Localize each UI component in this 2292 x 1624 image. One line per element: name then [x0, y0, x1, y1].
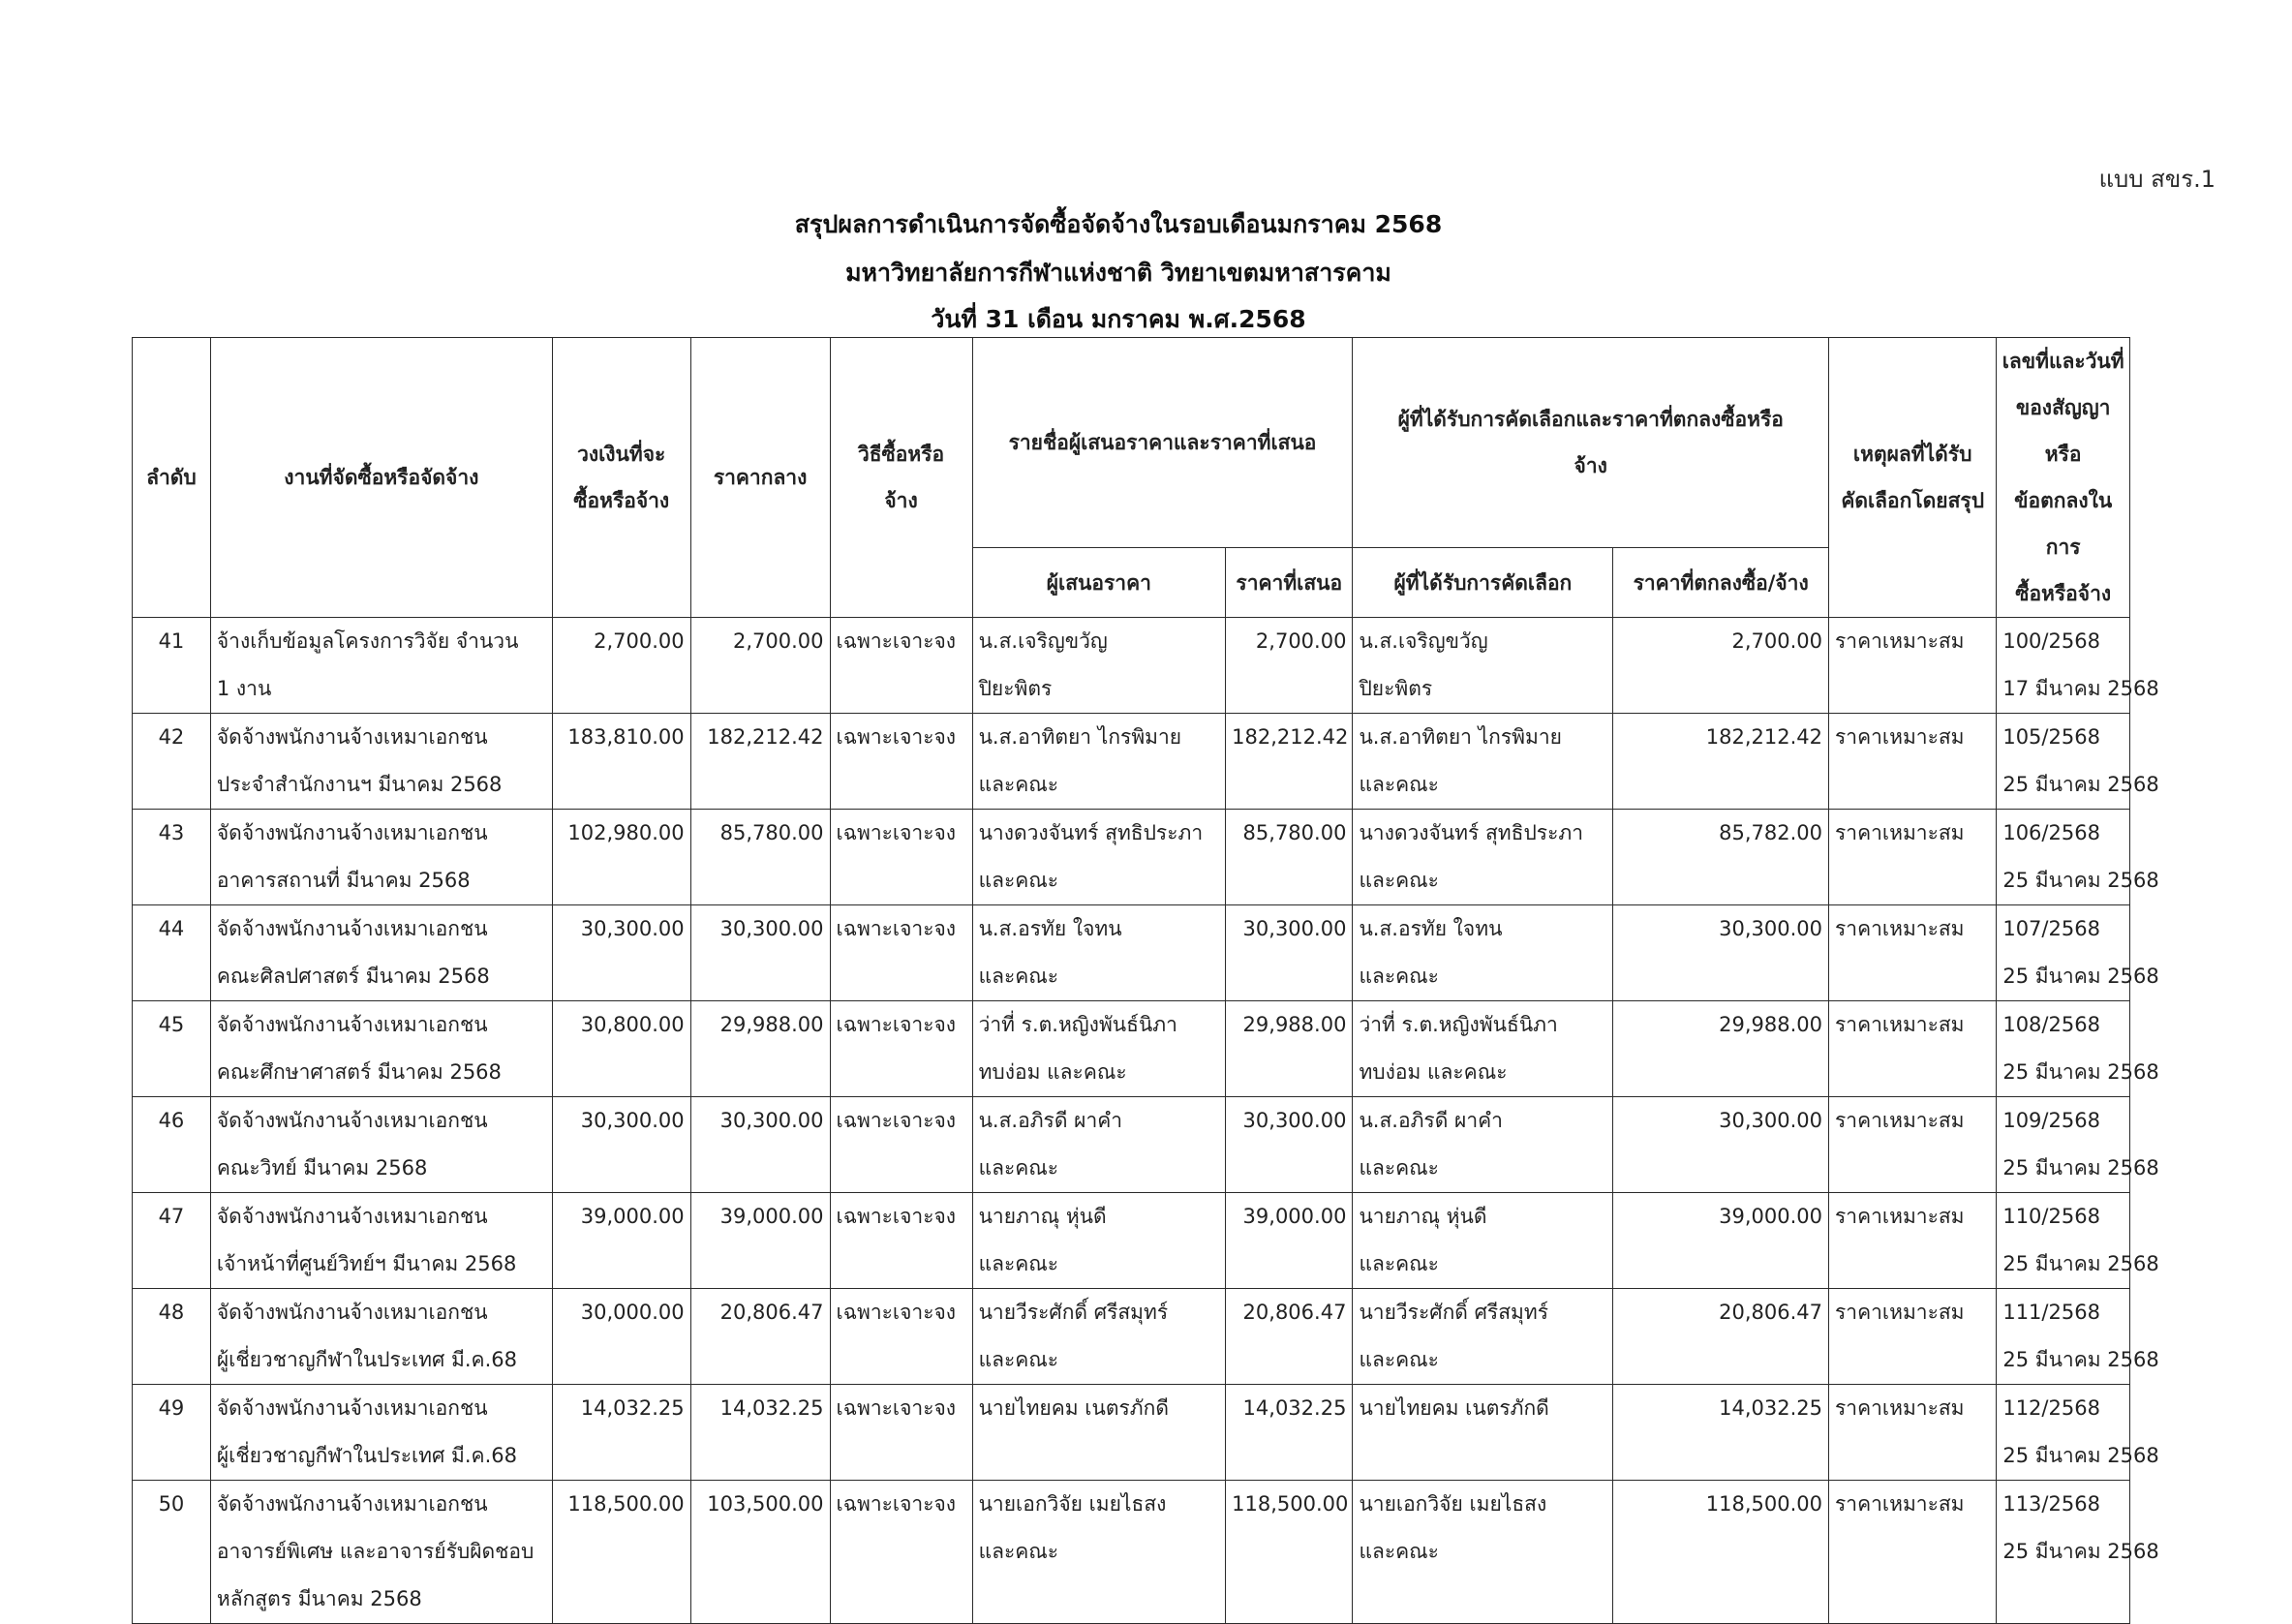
row-item	[210, 618, 552, 714]
header-median: ราคากลาง	[690, 338, 830, 618]
header-contract-line: เลขที่และวันที่	[2002, 350, 2124, 373]
row-bid-price: 118,500.00	[1226, 1481, 1353, 1624]
row-winner	[1353, 618, 1613, 714]
row-contract-line: 25 มีนาคม 2568	[2002, 1444, 2159, 1467]
row-agreed-price: 39,000.00	[1613, 1193, 1829, 1289]
row-item-line: ผู้เชี่ยวชาญกีฬาในประเทศ มี.ค.68	[216, 1348, 517, 1371]
table-row	[133, 1097, 2130, 1193]
report-date: วันที่ 31 เดือน มกราคม พ.ศ.2568	[931, 305, 1306, 333]
header-contract-line: ข้อตกลงในการ	[2014, 489, 2113, 559]
row-winner-line	[1359, 1432, 1606, 1480]
row-contract-line: 111/2568	[2002, 1301, 2100, 1324]
row-item-line: จัดจ้างพนักงานจ้างเหมาเอกชน	[216, 1396, 488, 1420]
row-item	[210, 714, 552, 810]
row-reason: ราคาเหมาะสม	[1829, 810, 1997, 905]
header-selected-group	[1353, 338, 1829, 548]
row-contract	[1997, 714, 2159, 810]
row-winner-line: น.ส.อภิรดี ผาคำ	[1359, 1109, 1503, 1132]
row-contract-line: 100/2568	[2002, 629, 2100, 653]
row-budget: 102,980.00	[552, 810, 690, 905]
row-bidder-line: นายวีระศักดิ์ ศรีสมุทร์	[978, 1301, 1169, 1324]
row-reason: ราคาเหมาะสม	[1829, 1289, 1997, 1385]
row-winner-line: น.ส.เจริญขวัญ	[1359, 629, 1488, 653]
row-contract	[1997, 905, 2159, 1001]
row-item-line: จัดจ้างพนักงานจ้างเหมาเอกชน	[216, 1013, 488, 1036]
table-row	[133, 810, 2130, 905]
table-row	[133, 618, 2130, 714]
row-bidder-line: และคณะ	[978, 773, 1059, 796]
row-agreed-price: 20,806.47	[1613, 1289, 1829, 1385]
row-agreed-price: 30,300.00	[1613, 1097, 1829, 1193]
row-contract-line: 25 มีนาคม 2568	[2002, 1348, 2159, 1371]
row-winner	[1353, 1001, 1613, 1097]
header-method-line: จ้าง	[884, 489, 918, 512]
row-item-line: หลักสูตร มีนาคม 2568	[216, 1587, 422, 1610]
row-median-price: 182,212.42	[690, 714, 830, 810]
row-bidder	[972, 810, 1226, 905]
row-bidder	[972, 1385, 1226, 1481]
header-reason-line: เหตุผลที่ได้รับ	[1852, 443, 1972, 466]
row-winner	[1353, 905, 1613, 1001]
row-contract	[1997, 1385, 2159, 1481]
header-reason-line: คัดเลือกโดยสรุป	[1841, 489, 1985, 512]
header-method-line: วิธีซื้อหรือ	[857, 443, 945, 466]
row-bidder-line: นายเอกวิจัย เมยไธสง	[978, 1492, 1167, 1516]
row-winner-line: และคณะ	[1359, 773, 1439, 796]
row-method: เฉพาะเจาะจง	[830, 1481, 972, 1624]
row-budget: 2,700.00	[552, 618, 690, 714]
row-reason: ราคาเหมาะสม	[1829, 1097, 1997, 1193]
row-winner-line: น.ส.อรทัย ใจทน	[1359, 917, 1503, 940]
row-item-line: อาคารสถานที่ มีนาคม 2568	[216, 869, 471, 892]
header-bid-price: ราคาที่เสนอ	[1226, 548, 1353, 618]
row-bid-price: 30,300.00	[1226, 1097, 1353, 1193]
row-bidder-line: และคณะ	[978, 965, 1059, 988]
row-median-price: 2,700.00	[690, 618, 830, 714]
row-bidder	[972, 1001, 1226, 1097]
row-item	[210, 1097, 552, 1193]
row-median-price: 30,300.00	[690, 905, 830, 1001]
row-item-line: คณะศิลปศาสตร์ มีนาคม 2568	[216, 965, 490, 988]
row-budget: 14,032.25	[552, 1385, 690, 1481]
row-bidder-line: นายภาณุ หุ่นดี	[978, 1205, 1107, 1228]
row-reason: ราคาเหมาะสม	[1829, 1193, 1997, 1289]
row-winner	[1353, 1385, 1613, 1481]
row-item	[210, 1001, 552, 1097]
row-bid-price: 20,806.47	[1226, 1289, 1353, 1385]
row-number: 47	[133, 1193, 211, 1289]
row-winner	[1353, 1481, 1613, 1624]
row-contract-line: 25 มีนาคม 2568	[2002, 965, 2159, 988]
row-budget: 183,810.00	[552, 714, 690, 810]
row-reason: ราคาเหมาะสม	[1829, 905, 1997, 1001]
header-contract	[1997, 338, 2130, 618]
row-method: เฉพาะเจาะจง	[830, 1097, 972, 1193]
header-budget-line: วงเงินที่จะ	[577, 443, 666, 466]
row-bidder-line: ทบง่อม และคณะ	[978, 1060, 1127, 1084]
row-item-line: จัดจ้างพนักงานจ้างเหมาเอกชน	[216, 1301, 488, 1324]
row-method: เฉพาะเจาะจง	[830, 810, 972, 905]
header-budget-line: ซื้อหรือจ้าง	[573, 489, 670, 512]
row-winner-line: นายไทยคม เนตรภักดี	[1359, 1396, 1549, 1420]
row-contract-line: 25 มีนาคม 2568	[2002, 1156, 2159, 1180]
row-method: เฉพาะเจาะจง	[830, 1001, 972, 1097]
row-number: 42	[133, 714, 211, 810]
header-budget	[552, 338, 690, 618]
row-item-line: จัดจ้างพนักงานจ้างเหมาเอกชน	[216, 1205, 488, 1228]
row-contract	[1997, 1097, 2159, 1193]
row-number: 43	[133, 810, 211, 905]
row-item-line: จัดจ้างพนักงานจ้างเหมาเอกชน	[216, 917, 488, 940]
row-agreed-price: 14,032.25	[1613, 1385, 1829, 1481]
row-item-line: คณะศึกษาศาสตร์ มีนาคม 2568	[216, 1060, 502, 1084]
row-bidder-line: ว่าที่ ร.ต.หญิงพันธ์นิภา	[978, 1013, 1177, 1036]
row-bid-price: 85,780.00	[1226, 810, 1353, 905]
row-item	[210, 1385, 552, 1481]
row-contract-line: 110/2568	[2002, 1205, 2100, 1228]
row-contract	[1997, 1289, 2159, 1385]
row-winner	[1353, 1193, 1613, 1289]
row-reason: ราคาเหมาะสม	[1829, 1385, 1997, 1481]
row-bid-price: 30,300.00	[1226, 905, 1353, 1001]
row-contract	[1997, 810, 2159, 905]
row-bidder-line	[979, 1432, 1220, 1480]
row-budget: 30,000.00	[552, 1289, 690, 1385]
row-winner-line: ว่าที่ ร.ต.หญิงพันธ์นิภา	[1359, 1013, 1558, 1036]
header-agreed-price: ราคาที่ตกลงซื้อ/จ้าง	[1613, 548, 1829, 618]
row-winner-line: และคณะ	[1359, 965, 1439, 988]
row-winner-line: นายวีระศักดิ์ ศรีสมุทร์	[1359, 1301, 1548, 1324]
row-bidder-line: น.ส.อภิรดี ผาคำ	[978, 1109, 1123, 1132]
row-agreed-price: 2,700.00	[1613, 618, 1829, 714]
row-number: 44	[133, 905, 211, 1001]
row-winner	[1353, 810, 1613, 905]
row-winner-line: และคณะ	[1359, 1252, 1439, 1275]
table-row	[133, 1481, 2130, 1624]
row-winner-line: นางดวงจันทร์ สุทธิประภา	[1359, 821, 1583, 844]
row-method: เฉพาะเจาะจง	[830, 1289, 972, 1385]
row-contract-line: 25 มีนาคม 2568	[2002, 869, 2159, 892]
row-bid-price: 182,212.42	[1226, 714, 1353, 810]
header-bidder: ผู้เสนอราคา	[972, 548, 1226, 618]
row-contract	[1997, 1193, 2159, 1289]
row-item-line: อาจารย์พิเศษ และอาจารย์รับผิดชอบ	[216, 1540, 535, 1563]
row-contract-line: 17 มีนาคม 2568	[2002, 677, 2159, 700]
row-bidder-line: และคณะ	[978, 1252, 1059, 1275]
row-bidder-line: และคณะ	[978, 869, 1059, 892]
procurement-table	[132, 337, 2159, 1624]
header-method	[830, 338, 972, 618]
row-item-line: จ้างเก็บข้อมูลโครงการวิจัย จำนวน	[216, 629, 519, 653]
row-number: 41	[133, 618, 211, 714]
row-bidder	[972, 1481, 1226, 1624]
row-bidder	[972, 714, 1226, 810]
row-bid-price: 2,700.00	[1226, 618, 1353, 714]
row-median-price: 29,988.00	[690, 1001, 830, 1097]
row-reason: ราคาเหมาะสม	[1829, 714, 1997, 810]
header-no: ลำดับ	[133, 338, 211, 618]
row-agreed-price: 29,988.00	[1613, 1001, 1829, 1097]
row-number: 48	[133, 1289, 211, 1385]
row-winner-line: และคณะ	[1359, 869, 1439, 892]
row-median-price: 20,806.47	[690, 1289, 830, 1385]
row-winner	[1353, 1289, 1613, 1385]
row-number: 49	[133, 1385, 211, 1481]
header-selected-line: จ้าง	[1574, 454, 1607, 478]
row-contract-line: 25 มีนาคม 2568	[2002, 1252, 2159, 1275]
row-bidder	[972, 905, 1226, 1001]
row-number: 45	[133, 1001, 211, 1097]
row-budget: 30,300.00	[552, 1097, 690, 1193]
row-contract-line: 25 มีนาคม 2568	[2002, 1060, 2159, 1084]
header-item: งานที่จัดซื้อหรือจัดจ้าง	[210, 338, 552, 618]
row-method: เฉพาะเจาะจง	[830, 1193, 972, 1289]
header-contract-line: ของสัญญาหรือ	[2015, 396, 2111, 466]
row-winner	[1353, 1097, 1613, 1193]
row-bidder-line: น.ส.เจริญขวัญ	[978, 629, 1108, 653]
row-bidder	[972, 1193, 1226, 1289]
row-bid-price: 14,032.25	[1226, 1385, 1353, 1481]
row-contract-line: 112/2568	[2002, 1396, 2100, 1420]
row-method: เฉพาะเจาะจง	[830, 714, 972, 810]
header-selected-line: ผู้ที่ได้รับการคัดเลือกและราคาที่ตกลงซื้อหรือ	[1397, 408, 1784, 432]
row-number: 50	[133, 1481, 211, 1624]
row-agreed-price: 85,782.00	[1613, 810, 1829, 905]
row-contract-line: 113/2568	[2002, 1492, 2100, 1516]
row-item-line: จัดจ้างพนักงานจ้างเหมาเอกชน	[216, 821, 488, 844]
row-winner-line: และคณะ	[1359, 1156, 1439, 1180]
row-contract-line: 109/2568	[2002, 1109, 2100, 1132]
table-row	[133, 1001, 2130, 1097]
row-median-price: 85,780.00	[690, 810, 830, 905]
row-winner-line: และคณะ	[1359, 1348, 1439, 1371]
table-row	[133, 1385, 2130, 1481]
form-code: แบบ สขร.1	[2098, 166, 2216, 193]
header-reason	[1829, 338, 1997, 618]
row-reason: ราคาเหมาะสม	[1829, 618, 1997, 714]
row-median-price: 39,000.00	[690, 1193, 830, 1289]
row-bidder	[972, 1289, 1226, 1385]
row-winner-line: นายภาณุ หุ่นดี	[1359, 1205, 1487, 1228]
row-bidder-line: นางดวงจันทร์ สุทธิประภา	[978, 821, 1204, 844]
row-number: 46	[133, 1097, 211, 1193]
row-reason: ราคาเหมาะสม	[1829, 1481, 1997, 1624]
row-bid-price: 29,988.00	[1226, 1001, 1353, 1097]
row-contract	[1997, 1001, 2159, 1097]
table-row	[133, 905, 2130, 1001]
row-contract	[1997, 1481, 2159, 1624]
row-reason: ราคาเหมาะสม	[1829, 1001, 1997, 1097]
row-item	[210, 1289, 552, 1385]
row-item	[210, 905, 552, 1001]
row-contract-line: 108/2568	[2002, 1013, 2100, 1036]
row-agreed-price: 182,212.42	[1613, 714, 1829, 810]
row-bidder-line: น.ส.อาทิตยา ไกรพิมาย	[978, 725, 1182, 749]
row-bidder-line: น.ส.อรทัย ใจทน	[978, 917, 1122, 940]
report-title: สรุปผลการดำเนินการจัดซื้อจัดจ้างในรอบเดือนมกราคม 2568	[794, 210, 1443, 238]
row-budget: 39,000.00	[552, 1193, 690, 1289]
row-winner-line: นายเอกวิจัย เมยไธสง	[1359, 1492, 1547, 1516]
row-bidder-line: ปิยะพิตร	[978, 677, 1053, 700]
row-contract-line: 106/2568	[2002, 821, 2100, 844]
row-item-line: จัดจ้างพนักงานจ้างเหมาเอกชน	[216, 725, 488, 749]
row-agreed-price: 118,500.00	[1613, 1481, 1829, 1624]
row-contract	[1997, 618, 2159, 714]
row-bidder-line: และคณะ	[978, 1156, 1059, 1180]
row-budget: 118,500.00	[552, 1481, 690, 1624]
row-winner-line: ปิยะพิตร	[1359, 677, 1433, 700]
header-winner: ผู้ที่ได้รับการคัดเลือก	[1353, 548, 1613, 618]
table-row	[133, 714, 2130, 810]
row-item-line: ผู้เชี่ยวชาญกีฬาในประเทศ มี.ค.68	[216, 1444, 517, 1467]
row-budget: 30,800.00	[552, 1001, 690, 1097]
row-bidder-line: และคณะ	[978, 1540, 1059, 1563]
row-contract-line: 25 มีนาคม 2568	[2002, 1540, 2159, 1563]
row-median-price: 103,500.00	[690, 1481, 830, 1624]
row-contract-line: 25 มีนาคม 2568	[2002, 773, 2159, 796]
row-item-line: 1 งาน	[216, 677, 272, 700]
row-contract-line: 107/2568	[2002, 917, 2100, 940]
row-winner-line: และคณะ	[1359, 1540, 1439, 1563]
row-winner-line: ทบง่อม และคณะ	[1359, 1060, 1508, 1084]
row-bidder-line: นายไทยคม เนตรภักดี	[978, 1396, 1169, 1420]
row-bidder-line: และคณะ	[978, 1348, 1059, 1371]
row-item-line: จัดจ้างพนักงานจ้างเหมาเอกชน	[216, 1492, 488, 1516]
header-contract-line: ซื้อหรือจ้าง	[2015, 582, 2112, 605]
row-item	[210, 810, 552, 905]
row-method: เฉพาะเจาะจง	[830, 618, 972, 714]
row-item-line: คณะวิทย์ มีนาคม 2568	[216, 1156, 428, 1180]
row-budget: 30,300.00	[552, 905, 690, 1001]
row-item-line: เจ้าหน้าที่ศูนย์วิทย์ฯ มีนาคม 2568	[216, 1252, 517, 1275]
row-method: เฉพาะเจาะจง	[830, 905, 972, 1001]
header-bidders-group: รายชื่อผู้เสนอราคาและราคาที่เสนอ	[972, 338, 1353, 548]
university-name: มหาวิทยาลัยการกีฬาแห่งชาติ วิทยาเขตมหาสารคาม	[845, 259, 1391, 287]
row-median-price: 30,300.00	[690, 1097, 830, 1193]
row-winner	[1353, 714, 1613, 810]
row-median-price: 14,032.25	[690, 1385, 830, 1481]
row-method: เฉพาะเจาะจง	[830, 1385, 972, 1481]
row-agreed-price: 30,300.00	[1613, 905, 1829, 1001]
row-item	[210, 1193, 552, 1289]
row-item	[210, 1481, 552, 1624]
row-winner-line: น.ส.อาทิตยา ไกรพิมาย	[1359, 725, 1562, 749]
row-item-line: ประจำสำนักงานฯ มีนาคม 2568	[216, 773, 503, 796]
row-bid-price: 39,000.00	[1226, 1193, 1353, 1289]
table-row	[133, 1193, 2130, 1289]
table-row	[133, 1289, 2130, 1385]
row-item-line: จัดจ้างพนักงานจ้างเหมาเอกชน	[216, 1109, 488, 1132]
row-contract-line: 105/2568	[2002, 725, 2100, 749]
row-bidder	[972, 1097, 1226, 1193]
row-bidder	[972, 618, 1226, 714]
